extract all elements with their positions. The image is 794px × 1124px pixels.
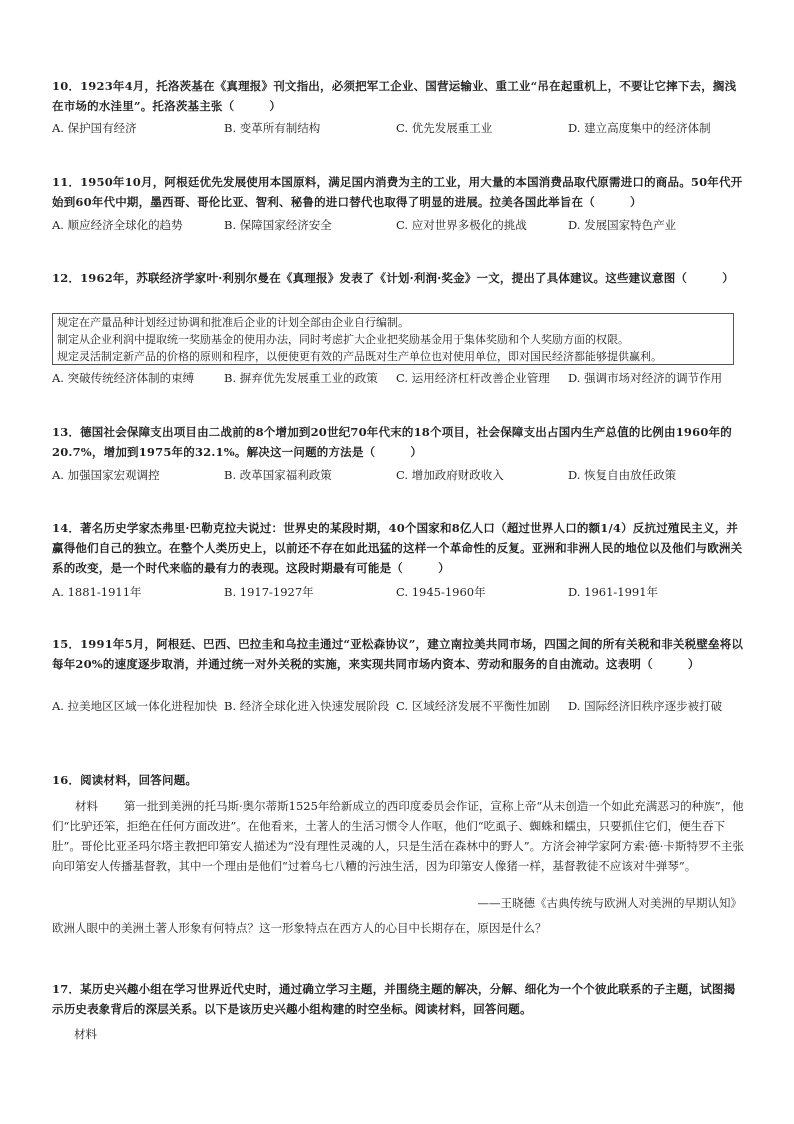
option-c[interactable]: C. 优先发展重工业 [396,121,493,135]
question-16-material [52,796,744,876]
option-b[interactable]: B. 改革国家福利政策 [224,468,332,482]
option-b[interactable]: B. 摒弃优先发展重工业的政策 [224,371,378,385]
question-12-options [52,370,744,387]
question-10-options [52,120,744,137]
option-d[interactable]: D. 发展国家特色产业 [568,218,677,232]
question-16-stem: 16．阅读材料，回答问题。 [52,773,198,787]
option-a[interactable]: A. 加强国家宏观调控 [52,468,160,482]
option-c[interactable]: C. 区域经济发展不平衡性加剧 [396,699,550,713]
option-a[interactable]: A. 顺应经济全球化的趋势 [52,218,183,232]
option-a[interactable]: A. 1881-1911年 [52,585,142,599]
option-b[interactable]: B. 1917-1927年 [224,585,314,599]
option-c[interactable]: C. 应对世界多极化的挑战 [396,218,527,232]
question-11-options [52,217,744,234]
material-line: 规定灵活制定新产品的价格的原则和程序，以便使更有效的产品既对生产单位也对使用单位，即对国民经济都能够提供赢利。 [57,350,662,363]
option-d[interactable]: D. 强调市场对经济的调节作用 [568,371,723,385]
option-c[interactable]: C. 1945-1960年 [396,585,486,599]
material-line: 制定从企业利润中提取统一奖励基金的使用办法，同时考虑扩大企业把奖励基金用于集体奖励和个人奖励方面的权限。 [57,333,629,346]
material-line: 规定在产量品种计划经过协调和批准后企业的计划全部由企业自行编制。 [57,316,409,329]
option-d[interactable]: D. 建立高度集中的经济体制 [568,121,711,135]
material-source: ——王晓德《古典传统与欧洲人对美洲的早期认知》 [477,896,742,910]
question-11-stem: 11．1950年10月，阿根廷优先发展使用本国原料，满足国内消费为主的工业，用大量的本国消费品取代原需进口的商品。50年代开始到60年代中期，墨西哥、哥伦比亚、智利、秘鲁的进口替代也取得了明显的进展。拉美各国此举旨在（ ） [52,175,743,209]
option-d[interactable]: D. 1961-1991年 [568,585,659,599]
option-a[interactable]: A. 突破传统经济体制的束缚 [52,371,195,385]
option-b[interactable]: B. 保障国家经济安全 [224,218,332,232]
option-a[interactable]: A. 保护国有经济 [52,121,137,135]
question-12-stem: 12．1962年，苏联经济学家叶·利别尔曼在《真理报》发表了《计划·利润·奖金》一文，提出了具体建议。这些建议意图（ ） [52,271,734,285]
question-13-stem: 13．德国社会保障支出项目由二战前的8个增加到20世纪70年代末的18个项目，社会保障支出占国内生产总值的比例由1960年的20.7%，增加到1975年的32.1%。解决这一问题的方法是（ ） [52,425,732,459]
question-17-material-label: 材料 [74,1027,97,1041]
question-13-options [52,467,744,484]
option-a[interactable]: A. 拉美地区区域一体化进程加快 [52,699,218,713]
question-14-stem: 14．著名历史学家杰弗里·巴勒克拉夫说过：世界史的某段时期，40个国家和8亿人口（超过世界人口的额1/4）反抗过殖民主义，并赢得他们自己的独立。在整个人类历史上，以前还不存在如此迅猛的这样一个革命性的反复。亚洲和非洲人民的地位以及他们与欧洲关系的改变，是一个时代来临的最有力的表现。这段时期最有可能是（ ） [52,521,743,575]
question-17-stem: 17．某历史兴趣小组在学习世界近代史时，通过确立学习主题，并围绕主题的解决，分解、细化为一个个彼此联系的子主题，试图揭示历史表象背后的深层关系。以下是该历史兴趣小组构建的时空坐标。阅读材料，回答问题。 [52,982,736,1016]
option-c[interactable]: C. 运用经济杠杆改善企业管理 [396,371,550,385]
option-d[interactable]: D. 恢复自由放任政策 [568,468,677,482]
material-label: 材料 [75,799,98,813]
option-b[interactable]: B. 变革所有制结构 [224,121,321,135]
question-15-options [52,698,744,734]
option-b[interactable]: B. 经济全球化进入快速发展阶段 [224,699,390,713]
question-14-options [52,584,744,601]
material-text: 第一批到美洲的托马斯·奥尔蒂斯1525年给新成立的西印度委员会作证，宣称上帝“从未创造一个如此充满恶习的种族”，他们“比驴还笨，拒绝在任何方面改进”。在他看来，土著人的生活习惯令人作呕，他们“吃虱子、蜘蛛和蠕虫，只要抓住它们，便生吞下肚”。哥伦比亚圣玛尔塔主教把印第安人描述为“没有理性灵魂的人，只是生活在森林中的野人”。方济会神学家阿方索·德·卡斯特罗不主张向印第安人传播基督教，其中一个理由是他们“过着乌七八糟的污浊生活，因为印第安人像猪一样，基督教徒不应该对牛弹琴”。 [52,799,744,873]
option-c[interactable]: C. 增加政府财政收入 [396,468,504,482]
question-16-prompt: 欧洲人眼中的美洲土著人形象有何特点？这一形象特点在西方人的心目中长期存在，原因是什么？ [52,921,547,935]
question-12-material-box [52,313,734,365]
question-10-stem: 10．1923年4月，托洛茨基在《真理报》刊文指出，必须把军工企业、国营运输业、重工业“吊在起重机上，不要让它摔下去，搁浅在市场的水洼里”。托洛茨基主张（ ） [52,79,737,113]
option-d[interactable]: D. 国际经济旧秩序逐步被打破 [568,699,723,713]
question-15-stem: 15．1991年5月，阿根廷、巴西、巴拉圭和乌拉圭通过“亚松森协议”，建立南拉美共同市场，四国之间的所有关税和非关税壁垒将以每年20%的速度逐步取消，并通过统一对外关税的实施，来实现共同市场内资本、劳动和服务的自由流动。这表明（ ） [52,637,744,671]
